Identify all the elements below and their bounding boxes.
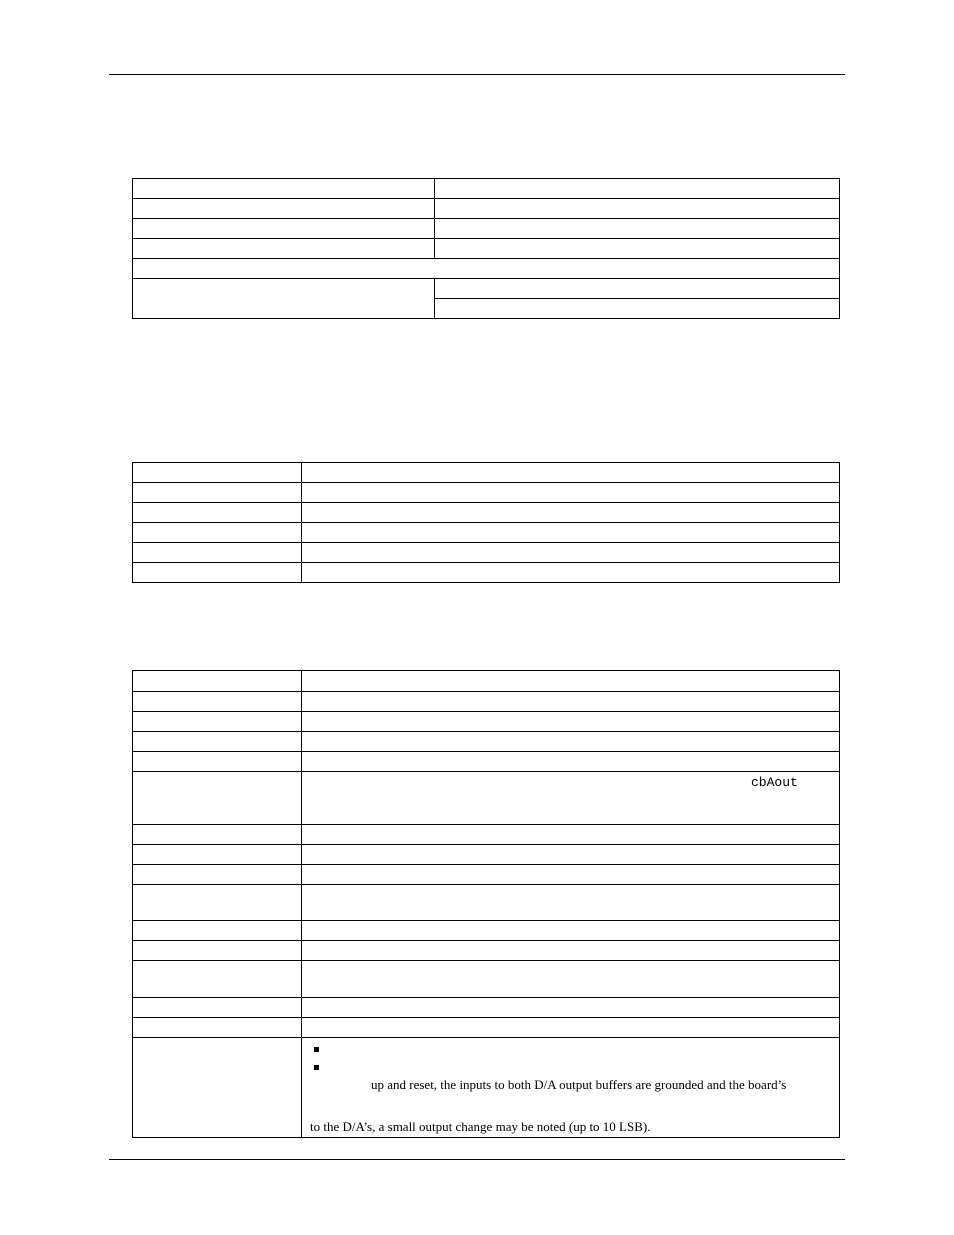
table-cell bbox=[302, 865, 840, 885]
table-cell bbox=[302, 483, 840, 503]
table-cell bbox=[133, 772, 302, 825]
table-cell bbox=[302, 671, 840, 692]
table-cell bbox=[302, 732, 840, 752]
table-cell bbox=[133, 885, 302, 921]
spec-table-3 bbox=[132, 670, 840, 1138]
table-cell bbox=[302, 845, 840, 865]
table-cell bbox=[302, 463, 840, 483]
table-cell bbox=[133, 503, 302, 523]
bullet-icon bbox=[314, 1047, 319, 1052]
table-cell bbox=[133, 563, 302, 583]
table-cell bbox=[133, 825, 302, 845]
table-cell bbox=[133, 732, 302, 752]
table-cell bbox=[302, 503, 840, 523]
table-cell bbox=[133, 1018, 302, 1038]
list-item bbox=[310, 1040, 833, 1058]
header-rule bbox=[109, 74, 845, 75]
table-cell bbox=[133, 921, 302, 941]
table-cell bbox=[133, 961, 302, 998]
table-cell bbox=[133, 998, 302, 1018]
footer-rule bbox=[109, 1159, 845, 1160]
table-cell bbox=[133, 671, 302, 692]
table-cell bbox=[133, 179, 435, 199]
table-cell bbox=[133, 219, 435, 239]
table-cell bbox=[435, 199, 840, 219]
table-cell-merged bbox=[133, 279, 435, 319]
table-cell bbox=[435, 279, 840, 299]
spec-table-1 bbox=[132, 178, 840, 319]
table-cell bbox=[435, 299, 840, 319]
list-item bbox=[310, 1058, 833, 1076]
table-cell bbox=[435, 219, 840, 239]
table-cell bbox=[302, 563, 840, 583]
table-cell-span bbox=[133, 259, 840, 279]
table-cell bbox=[302, 712, 840, 732]
table-cell bbox=[302, 941, 840, 961]
table-cell bbox=[302, 1018, 840, 1038]
table-cell bbox=[133, 845, 302, 865]
table-cell bbox=[133, 752, 302, 772]
table-cell bbox=[133, 483, 302, 503]
bullet-icon bbox=[314, 1065, 319, 1070]
table-cell bbox=[133, 543, 302, 563]
table-cell bbox=[435, 179, 840, 199]
table-cell bbox=[302, 998, 840, 1018]
table-cell bbox=[302, 921, 840, 941]
table-cell bbox=[133, 941, 302, 961]
table-cell bbox=[302, 825, 840, 845]
notes-cell bbox=[302, 1038, 840, 1138]
table-cell bbox=[133, 523, 302, 543]
table-cell bbox=[302, 692, 840, 712]
note-text-line: up and reset, the inputs to both D/A output buffers are grounded and the board’s bbox=[371, 1077, 787, 1092]
spec-table-2 bbox=[132, 462, 840, 583]
table-cell bbox=[133, 239, 435, 259]
mono-text: cbAout bbox=[751, 775, 798, 790]
table-cell bbox=[302, 752, 840, 772]
table-cell bbox=[302, 885, 840, 921]
table-cell bbox=[133, 463, 302, 483]
table-cell bbox=[133, 1038, 302, 1138]
table-cell bbox=[133, 865, 302, 885]
table-cell bbox=[302, 961, 840, 998]
table-cell bbox=[435, 239, 840, 259]
table-cell bbox=[302, 772, 840, 825]
table-cell bbox=[133, 199, 435, 219]
table-cell bbox=[302, 543, 840, 563]
table-cell bbox=[133, 692, 302, 712]
table-cell bbox=[133, 712, 302, 732]
note-text-line: to the D/A’s, a small output change may be noted (up to 10 LSB). bbox=[310, 1119, 651, 1134]
table-cell bbox=[302, 523, 840, 543]
